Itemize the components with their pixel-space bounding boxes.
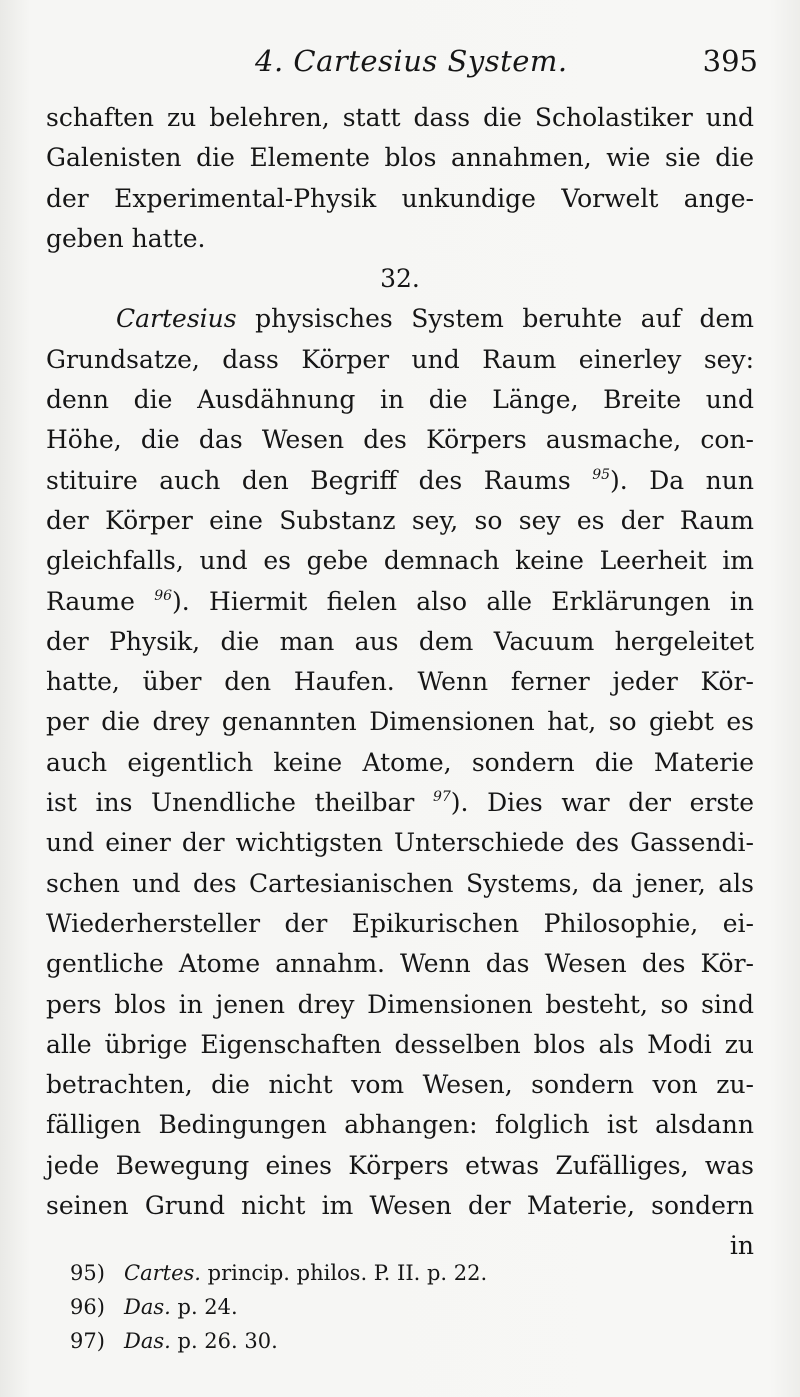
footnote-number: 97) <box>70 1329 105 1353</box>
footnote-number: 96) <box>70 1295 105 1319</box>
footnote-ref[interactable]: 96 <box>154 587 173 604</box>
text-line: Wiederhersteller der Epikurischen Philosophie, ei- <box>46 908 754 938</box>
footnote-source: Das. <box>124 1295 171 1319</box>
text-line: der Körper eine Substanz sey, so sey es der Raum <box>46 505 754 535</box>
text-line: auch eigentlich keine Atome, sondern die Materie <box>46 747 754 777</box>
text-line: Raume $^{96}$). Hiermit fielen also alle Erklärungen in <box>46 586 754 616</box>
running-title: 4. Cartesius System. <box>255 44 568 78</box>
footnote <box>70 1256 750 1290</box>
footnote-text: princip. philos. P. II. p. 22. <box>207 1261 488 1285</box>
text-line: Höhe, die das Wesen des Körpers ausmache, con- <box>46 425 754 455</box>
text-line: fälligen Bedingungen abhangen: folglich ist alsdann <box>46 1110 754 1140</box>
text-line: schaften zu belehren, statt dass die Scholastiker und <box>46 103 754 132</box>
footnote-source: Das. <box>124 1329 171 1353</box>
footnote-source: Cartes. <box>124 1261 201 1285</box>
text-line: der Physik, die man aus dem Vacuum hergeleitet <box>46 626 754 656</box>
section-number: 32. <box>380 264 420 294</box>
text-line: Cartesius physisches System beruhte auf dem <box>116 304 754 334</box>
text-line: alle übrige Eigenschaften desselben blos als Modi zu <box>46 1029 754 1059</box>
text-line: geben hatte. <box>46 223 206 253</box>
text-line: gentliche Atome annahm. Wenn das Wesen des Kör- <box>46 949 754 979</box>
text-line: schen und des Cartesianischen Systems, da jener, als <box>46 868 754 898</box>
text-line: pers blos in jenen drey Dimensionen besteht, so sind <box>46 989 754 1019</box>
footnote-ref[interactable]: 95 <box>592 466 611 483</box>
text-line: jede Bewegung eines Körpers etwas Zufälliges, was <box>46 1150 754 1180</box>
text-line: Grundsatze, dass Körper und Raum einerley sey: <box>46 344 754 374</box>
running-header <box>0 44 800 84</box>
text-line: per die drey genannten Dimensionen hat, so giebt es <box>46 707 754 737</box>
page-number: 395 <box>702 44 758 78</box>
text-line: und einer der wichtigsten Unterschiede des Gassendi- <box>46 828 754 858</box>
text-line: der Experimental-Physik unkundige Vorwelt ange- <box>46 183 754 213</box>
footnotes <box>70 1256 750 1358</box>
text-line: stituire auch den Begriff des Raums $^{95}$). Da nun <box>46 465 754 495</box>
text-line: betrachten, die nicht vom Wesen, sondern von zu- <box>46 1070 754 1100</box>
catchword: in <box>729 1231 754 1261</box>
body-text <box>46 98 754 1267</box>
text-line: seinen Grund nicht im Wesen der Materie, sondern <box>46 1191 754 1221</box>
footnote-text: p. 24. <box>177 1295 238 1319</box>
text-line: hatte, über den Haufen. Wenn ferner jeder Kör- <box>46 667 754 697</box>
text-line: gleichfalls, und es gebe demnach keine Leerheit im <box>46 546 754 576</box>
text-line: ist ins Unendliche theilbar $^{97}$). Dies war der erste <box>46 788 754 818</box>
footnote-ref[interactable]: 97 <box>432 789 451 806</box>
footnote <box>70 1290 750 1324</box>
footnote-text: p. 26. 30. <box>177 1329 278 1353</box>
footnote-number: 95) <box>70 1261 105 1285</box>
footnote <box>70 1324 750 1358</box>
author-name: Cartesius <box>116 304 237 334</box>
text-line: Galenisten die Elemente blos annahmen, wie sie die <box>46 143 754 173</box>
text-line: denn die Ausdähnung in die Länge, Breite und <box>46 385 754 415</box>
